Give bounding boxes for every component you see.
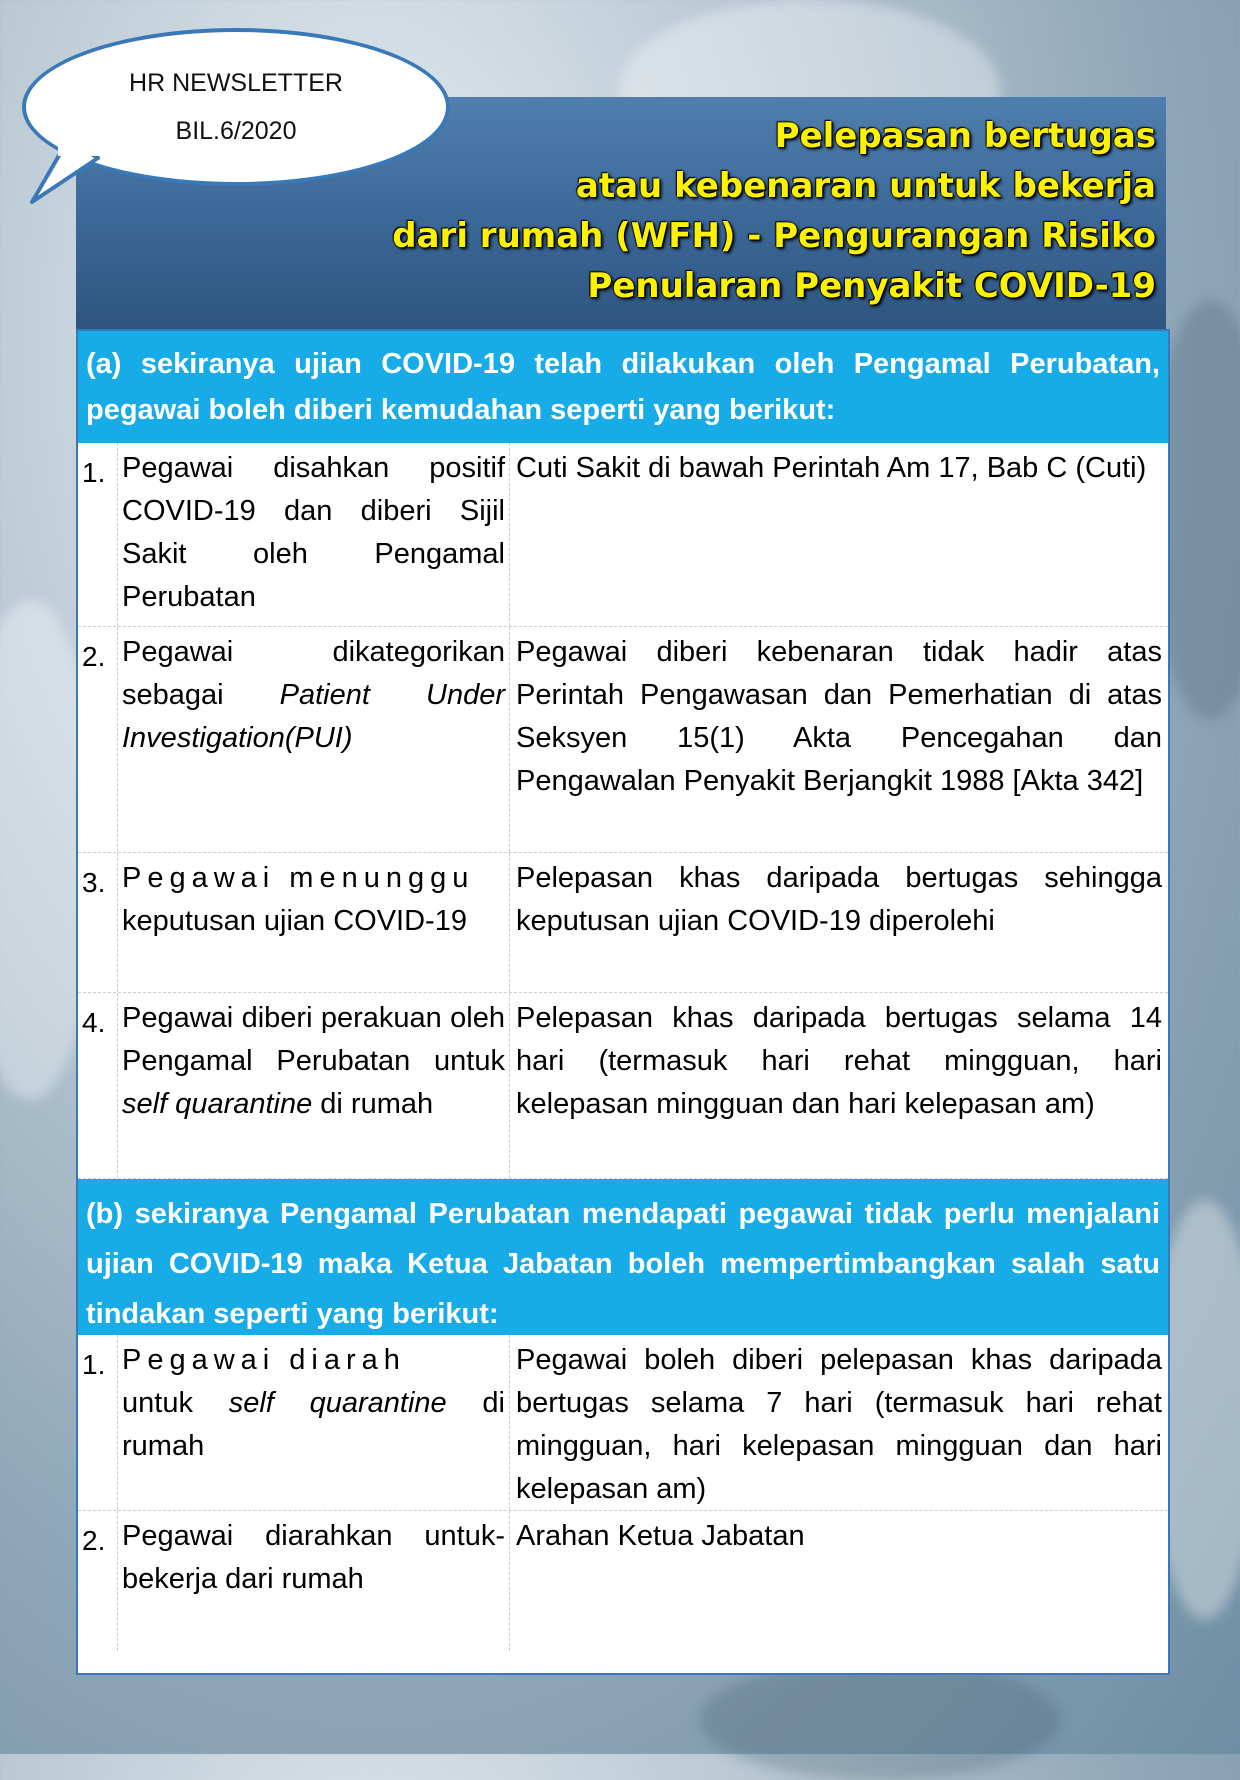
guideline-table (76, 329, 1170, 1675)
table-row (78, 1511, 1168, 1651)
speech-bubble-tail (28, 140, 108, 210)
row-condition (118, 1335, 510, 1510)
newsletter-issue: BIL.6/2020 (175, 117, 297, 145)
row-action: Pegawai boleh diberi pelepasan khas daripada bertugas selama 7 hari (termasuk hari rehat mingguan, hari kelepasan mingguan dan hari kelepasan am) (516, 1344, 1162, 1505)
row-number: 3. (78, 853, 118, 992)
row-number: 1. (78, 443, 118, 626)
section-b-heading: (b) sekiranya Pengamal Perubatan mendapati pegawai tidak perlu menjalani ujian COVID-19 maka Ketua Jabatan boleh mempertimbangkan salah satu tindakan seperti yang berikut: (78, 1179, 1168, 1335)
condition-text: untuk (122, 1387, 229, 1419)
title-line: atau kebenaran untuk bekerja (575, 166, 1156, 206)
condition-term: self quarantine (228, 1387, 447, 1419)
row-action: Pegawai diberi kebenaran tidak hadir atas Perintah Pengawasan dan Pemerhatian di atas Seksyen 15(1) Akta Pencegahan dan Pengawalan Penyakit Berjangkit 1988 [Akta 342] (516, 636, 1162, 797)
section-a-heading: (a) sekiranya ujian COVID-19 telah dilakukan oleh Pengamal Perubatan, pegawai boleh diberi kemudahan seperti yang berikut: (78, 331, 1168, 443)
table-row (78, 443, 1168, 627)
row-number: 1. (78, 1335, 118, 1510)
row-number: 2. (78, 1511, 118, 1651)
row-action: Arahan Ketua Jabatan (516, 1520, 805, 1552)
title-line: Pelepasan bertugas (774, 116, 1156, 156)
row-condition: Pegawai disahkan positif COVID-19 dan diberi Sijil Sakit oleh Pengamal Perubatan (118, 443, 510, 626)
condition-text: di rumah (122, 1387, 505, 1462)
table-row (78, 627, 1168, 853)
condition-text: Pegawai diberi perakuan oleh Pengamal Perubatan untuk (122, 1002, 505, 1077)
table-row (78, 853, 1168, 993)
row-condition (118, 853, 510, 992)
row-condition (118, 627, 510, 852)
condition-term: self quarantine (122, 1088, 313, 1120)
title-line: dari rumah (WFH) - Pengurangan Risiko (392, 216, 1156, 256)
title-line: Penularan Penyakit COVID-19 (587, 266, 1156, 306)
row-action: Pelepasan khas daripada bertugas selama 14 hari (termasuk hari rehat mingguan, hari kelepasan mingguan dan hari kelepasan am) (516, 1002, 1162, 1120)
condition-text: Pegawai dikategorikan sebagai (122, 636, 505, 711)
row-action: Cuti Sakit di bawah Perintah Am 17, Bab C (Cuti) (516, 452, 1147, 484)
background-shadow (700, 1660, 1060, 1780)
row-number: 4. (78, 993, 118, 1178)
row-action: Pelepasan khas daripada bertugas sehingga keputusan ujian COVID-19 diperolehi (516, 862, 1162, 937)
row-condition (118, 993, 510, 1178)
condition-text: keputusan ujian COVID-19 (122, 905, 467, 937)
condition-text: Pegawai menunggu (122, 862, 475, 894)
condition-term: Patient Under Investigation(PUI) (122, 679, 505, 754)
table-row (78, 993, 1168, 1179)
newsletter-name: HR NEWSLETTER (129, 69, 343, 97)
row-number: 2. (78, 627, 118, 852)
table-row (78, 1335, 1168, 1511)
condition-text: Pegawai diarah (122, 1344, 406, 1376)
condition-text: di rumah (312, 1088, 434, 1120)
row-condition: Pegawai diarahkan untuk-bekerja dari rumah (118, 1511, 510, 1651)
